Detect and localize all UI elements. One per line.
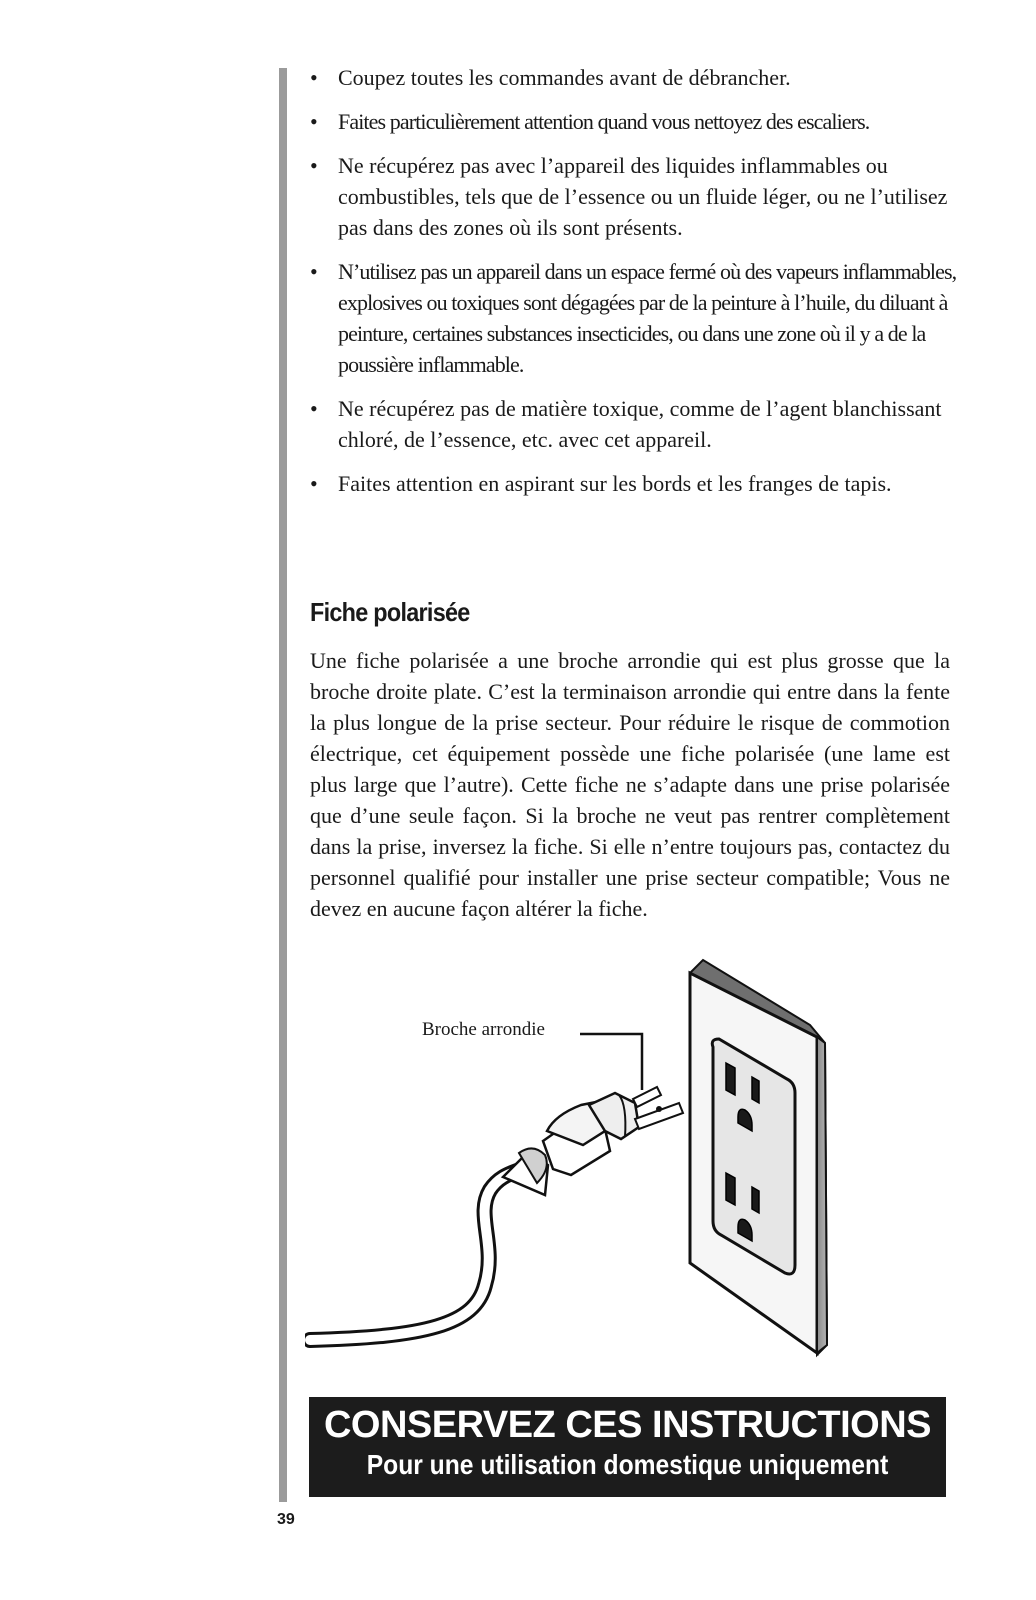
bullet-item (310, 150, 970, 243)
plug-and-outlet-illustration (305, 955, 845, 1365)
bullet-text: Coupez toutes les commandes avant de débrancher. (338, 65, 791, 90)
section-heading: Fiche polarisée (310, 597, 470, 627)
bullet-symbol: • (310, 153, 318, 178)
banner-title: CONSERVEZ CES INSTRUCTIONS (323, 1404, 932, 1446)
section-paragraph: Une fiche polarisée a une broche arrondie qui est plus grosse que la broche droite plate. C’est la terminaison arrondie qui entre dans la fente la plus longue de la prise secteur. Pour réduire le risque de commotion électrique, cet équipement possède une fiche polarisée (une lame est plus large que l’autre). Cette fiche ne s’adapte dans une prise polarisée que d’une seule façon. Si la broche ne veut pas rentrer complètement dans la prise, inversez la fiche. Si elle n’entre toujours pas, contactez du personnel qualifié pour installer une prise secteur compatible; Vous ne devez en aucune façon altérer la fiche. (310, 648, 950, 921)
bullet-item (310, 106, 970, 137)
bullet-text: Faites particulièrement attention quand vous nettoyez des escaliers. (338, 109, 870, 134)
bullet-text: Ne récupérez pas de matière toxique, comme de l’agent blanchissant chloré, de l’essence, etc. avec cet appareil. (338, 396, 942, 452)
safety-bullet-list (310, 62, 970, 512)
bullet-item (310, 468, 970, 499)
bullet-item (310, 62, 970, 93)
callout-label: Broche arrondie (422, 1019, 545, 1040)
bullet-item (310, 393, 970, 455)
bullet-symbol: • (310, 65, 318, 90)
bullet-symbol: • (310, 396, 318, 421)
bullet-symbol: • (310, 109, 317, 134)
page-number: 39 (277, 1511, 295, 1528)
instructions-banner (309, 1397, 946, 1497)
margin-rule (279, 68, 287, 1502)
bullet-symbol: • (310, 471, 318, 496)
bullet-text: N’utilisez pas un appareil dans un espace fermé où des vapeurs inflammables, explosives ou toxiques sont dégagées par de la peinture à l’huile, du diluant à peinture, certaines substances insecticides, ou dans une zone où il y a de la poussière inflammable. (338, 259, 957, 377)
bullet-text: Ne récupérez pas avec l’appareil des liquides inflammables ou combustibles, tels que de l’essence ou un fluide léger, ou ne l’utilisez pas dans des zones où ils sont présents. (338, 153, 948, 240)
bullet-text: Faites attention en aspirant sur les bords et les franges de tapis. (338, 471, 892, 496)
callout-leader-line (580, 1034, 642, 1090)
wall-outlet (690, 960, 827, 1355)
polarized-plug (503, 1087, 683, 1195)
bullet-symbol: • (310, 259, 317, 284)
power-cord (310, 1167, 527, 1340)
bullet-item (310, 256, 970, 380)
banner-subtitle: Pour une utilisation domestique uniquement (366, 1449, 889, 1480)
